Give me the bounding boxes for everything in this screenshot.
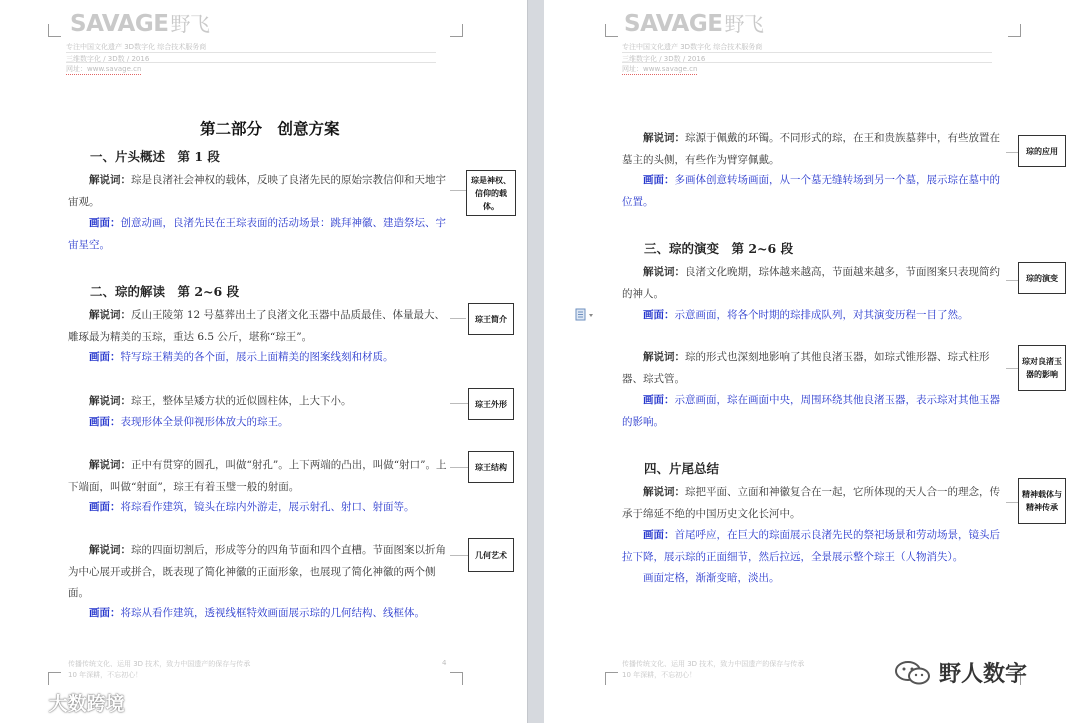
visual-paragraph: 画面：将琮看作建筑，镜头在琮内外游走，展示射孔、射口、射面等。 xyxy=(89,501,415,513)
wechat-icon xyxy=(893,659,933,687)
visual-paragraph: 画面：创意动画，良渚先民在王琮表面的活动场景：跳拜神徽、建造祭坛、宇宙星空。 xyxy=(68,217,446,251)
header-logo: SAVAGE 野飞 xyxy=(70,11,210,37)
header-rule xyxy=(66,52,436,53)
crop-mark xyxy=(450,672,463,685)
crop-mark xyxy=(48,672,61,685)
crop-mark xyxy=(48,24,61,37)
narration-paragraph: 解说词：良渚文化晚期，琮体越来越高，节面越来越多，节面图案只表现简约的神人。 xyxy=(622,266,1000,300)
crop-mark xyxy=(605,24,618,37)
crop-mark xyxy=(450,24,463,37)
document-options-icon[interactable] xyxy=(575,307,595,326)
narration-paragraph: 解说词：正中有贯穿的圆孔，叫做“射孔”。上下两端的凸出，叫做“射口”。上下端面，叫做“射面”，琮王有着玉璧一般的射面。 xyxy=(68,459,447,493)
header-rule xyxy=(622,52,992,53)
comment-connector xyxy=(450,190,466,191)
header-tagline: 专注中国文化遗产 3D数字化 综合技术服务商 xyxy=(622,43,763,51)
part-title: 第二部分 创意方案 xyxy=(200,119,340,138)
comment-connector xyxy=(1006,152,1018,153)
narration-paragraph: 解说词：反山王陵第 12 号墓葬出土了良渚文化玉器中品质最佳、体量最大、雕琢最为精美的玉琮，重达 6.5 公斤，堪称“琮王”。 xyxy=(68,309,446,343)
narration-paragraph: 解说词：琮的形式也深刻地影响了其他良渚玉器，如琮式锥形器、琮式柱形器、琮式管。 xyxy=(622,351,990,385)
document-page-right xyxy=(544,0,1080,723)
visual-paragraph: 画面：多画体创意转场画面，从一个墓无缝转场到另一个墓，展示琮在墓中的位置。 xyxy=(622,174,1000,208)
header-logo: SAVAGE 野飞 xyxy=(624,11,764,37)
visual-paragraph: 画面：首尾呼应，在巨大的琮面展示良渚先民的祭祀场景和劳动场景，镜头后拉下降，展示琮的正面细节，然后拉远，全景展示整个琮王（人物消失）。 xyxy=(622,529,1000,563)
margin-note: 琮王结构 xyxy=(468,451,514,483)
visual-paragraph: 画面：表现形体全景仰视形体放大的琮王。 xyxy=(89,416,289,428)
margin-note: 琮的演变 xyxy=(1018,262,1066,294)
header-line3: 网址：www.savage.cn xyxy=(66,65,142,73)
document-page-left xyxy=(0,0,527,723)
crop-mark xyxy=(1008,24,1021,37)
page-footer: 传播传统文化、运用 3D 技术，致力中国遗产的保存与传承 10 年深耕，不忘初心！ xyxy=(622,660,805,679)
visual-paragraph: 画面：特写琮王精美的各个面，展示上面精美的图案线刻和材质。 xyxy=(89,351,394,363)
comment-connector xyxy=(1006,280,1018,281)
page-number: 4 xyxy=(442,659,447,667)
narration-paragraph: 解说词：琮是良渚社会神权的载体，反映了良渚先民的原始宗教信仰和天地宇宙观。 xyxy=(68,174,446,208)
margin-note: 琮王简介 xyxy=(468,303,514,335)
watermark-left: 大数跨境 xyxy=(8,689,125,716)
margin-note: 琮王外形 xyxy=(468,388,514,420)
narration-paragraph: 解说词：琮王，整体呈矮方状的近似圆柱体，上大下小。 xyxy=(89,395,352,407)
margin-note: 琮对良渚玉器的影响 xyxy=(1018,345,1066,391)
margin-note: 琮的应用 xyxy=(1018,135,1066,167)
visual-paragraph: 画面：将琮从看作建筑，透视线框特效画面展示琮的几何结构、线框体。 xyxy=(89,607,425,619)
comment-connector xyxy=(450,467,468,468)
comment-connector xyxy=(450,318,466,319)
narration-paragraph: 解说词：琮的四面切割后，形成等分的四角节面和四个直槽。节面图案以折角为中心展开或拼合，既表现了简化神徽的正面形象，也展现了简化神徽的两个侧面。 xyxy=(68,544,446,599)
visual-paragraph: 画面：示意画面，将各个时期的琮排成队列，对其演变历程一目了然。 xyxy=(643,309,969,321)
narration-paragraph: 解说词：琮把平面、立面和神徽复合在一起，它所体现的天人合一的理念，传承于绵延不绝的中国历史文化长河中。 xyxy=(622,486,1000,520)
visual-paragraph: 画面定格，渐渐变暗，淡出。 xyxy=(643,572,780,584)
page-gutter xyxy=(527,0,545,723)
section-heading: 二、琮的解读 第 2~6 段 xyxy=(90,284,240,299)
header-tagline: 专注中国文化遗产 3D数字化 综合技术服务商 xyxy=(66,43,207,51)
margin-note: 琮是神权、信仰的载体。 xyxy=(466,170,516,216)
comment-connector xyxy=(1006,502,1018,503)
comment-connector xyxy=(1006,368,1018,369)
crop-mark xyxy=(605,672,618,685)
page-footer: 传播传统文化、运用 3D 技术，致力中国遗产的保存与传承 10 年深耕，不忘初心！ xyxy=(68,660,251,679)
comment-connector xyxy=(450,555,468,556)
margin-note: 精神载体与精神传承 xyxy=(1018,478,1066,524)
header-line3: 网址：www.savage.cn xyxy=(622,65,698,73)
header-rule xyxy=(622,62,992,63)
margin-note: 几何艺术 xyxy=(468,538,514,572)
watermark-logo-icon xyxy=(8,695,42,713)
section-heading: 三、琮的演变 第 2~6 段 xyxy=(644,241,794,256)
section-heading: 一、片头概述 第 1 段 xyxy=(90,149,220,164)
header-line2: 三维数字化 / 3D数 / 2016 xyxy=(66,55,150,63)
visual-paragraph: 画面：示意画面，琮在画面中央，周围环绕其他良渚玉器，表示琮对其他玉器的影响。 xyxy=(622,394,1000,428)
comment-connector xyxy=(450,403,468,404)
header-rule xyxy=(66,62,436,63)
narration-paragraph: 解说词：琮源于佩戴的环镯。不同形式的琮，在王和贵族墓葬中，有些放置在墓主的头侧，有些作为臂穿佩戴。 xyxy=(622,132,1000,166)
section-heading: 四、片尾总结 xyxy=(644,461,720,476)
header-line2: 三维数字化 / 3D数 / 2016 xyxy=(622,55,706,63)
watermark-right: 野人数字 xyxy=(893,657,1027,688)
